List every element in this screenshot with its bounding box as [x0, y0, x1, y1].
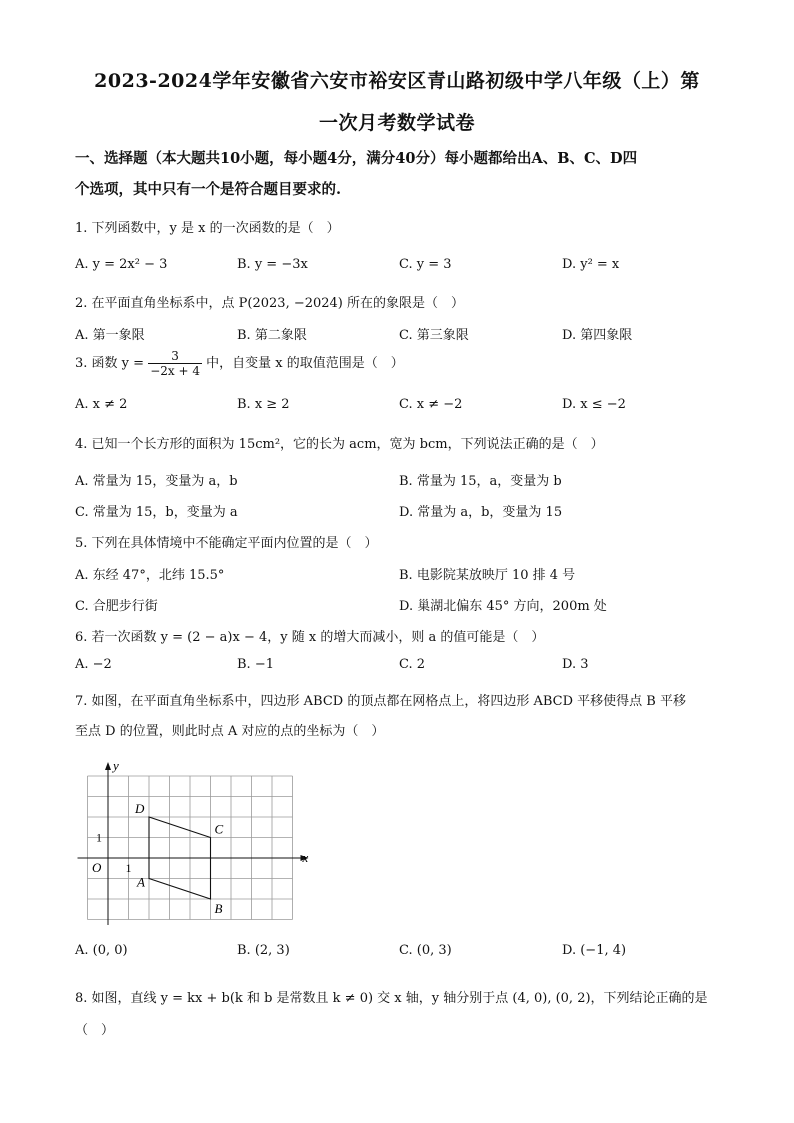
question-5-option-d: D. 巢湖北偏东 45° 方向，200m 处: [399, 599, 607, 614]
question-3-option-d: D. x ≤ −2: [562, 397, 626, 412]
question-6-stem: 6. 若一次函数 y = (2 − a)x − 4，y 随 x 的增大而减小，则 a 的值可能是（ ）: [75, 630, 545, 645]
x-axis-label: x: [302, 850, 309, 865]
question-3-option-b: B. x ≥ 2: [237, 397, 290, 412]
question-1-stem: 1. 下列函数中，y 是 x 的一次函数的是（ ）: [75, 221, 340, 236]
question-1-option-c: C. y = 3: [399, 257, 452, 272]
question-4-stem: 4. 已知一个长方形的面积为 15cm²，它的长为 acm，宽为 bcm，下列说法正确的是（ ）: [75, 437, 604, 452]
y-axis-arrow: [105, 762, 111, 770]
question-7-option-a: A. (0, 0): [75, 943, 128, 958]
y-axis-label: y: [113, 758, 119, 773]
question-2-option-d: D. 第四象限: [562, 328, 633, 343]
question-6-option-c: C. 2: [399, 657, 426, 672]
question-1-option-d: D. y² = x: [562, 257, 620, 272]
paper-title-line1: 2023-2024学年安徽省六安市裕安区青山路初级中学八年级（上）第: [94, 70, 700, 92]
question-3-stem-suffix: 中，自变量 x 的取值范围是（ ）: [206, 356, 404, 371]
question-1-option-b: B. y = −3x: [237, 257, 308, 272]
question-4-option-d: D. 常量为 a，b，变量为 15: [399, 505, 563, 520]
question-7-stem-line2: 至点 D 的位置，则此时点 A 对应的点的坐标为（ ）: [75, 724, 385, 739]
question-1-option-a: A. y = 2x² − 3: [75, 257, 168, 272]
question-2-option-c: C. 第三象限: [399, 328, 469, 343]
question-8-stem-line1: 8. 如图，直线 y = kx + b(k 和 b 是常数且 k ≠ 0) 交 x 轴，y 轴分别于点 (4, 0), (0, 2)，下列结论正确的是: [75, 991, 708, 1006]
question-2-stem: 2. 在平面直角坐标系中，点 P(2023, −2024) 所在的象限是（ ）: [75, 296, 465, 311]
question-7-stem-line1: 7. 如图，在平面直角坐标系中，四边形 ABCD 的顶点都在网格点上，将四边形 ABCD 平移使得点 B 平移: [75, 694, 686, 709]
question-3-fraction-numerator: 3: [148, 349, 202, 364]
question-7-option-d: D. (−1, 4): [562, 943, 627, 958]
question-6-option-b: B. −1: [237, 657, 274, 672]
question-7-option-c: C. (0, 3): [399, 943, 452, 958]
question-2-option-b: B. 第二象限: [237, 328, 307, 343]
origin-label: O: [92, 860, 102, 875]
question-4-option-b: B. 常量为 15，a，变量为 b: [399, 474, 562, 489]
y-tick-label: 1: [96, 830, 102, 845]
question-3-option-a: A. x ≠ 2: [75, 397, 128, 412]
question-5-option-b: B. 电影院某放映厅 10 排 4 号: [399, 568, 576, 583]
section-heading-line1: 一、选择题（本大题共10小题，每小题4分，满分40分）每小题都给出A、B、C、D四: [75, 150, 638, 167]
question-8-stem-line2: （ ）: [75, 1023, 115, 1038]
question-2-option-a: A. 第一象限: [75, 328, 145, 343]
section-heading-line2: 个选项，其中只有一个是符合题目要求的.: [75, 181, 342, 198]
paper-title-line2: 一次月考数学试卷: [318, 112, 475, 134]
question-5-stem: 5. 下列在具体情境中不能确定平面内位置的是（ ）: [75, 536, 378, 551]
question-3-stem-prefix: 3. 函数 y =: [75, 356, 145, 371]
coordinate-grid-figure: [72, 745, 312, 925]
question-3-fraction-denominator: −2x + 4: [150, 364, 200, 378]
question-3-fraction: [148, 349, 202, 378]
question-3-option-c: C. x ≠ −2: [399, 397, 463, 412]
question-5-option-c: C. 合肥步行街: [75, 599, 158, 614]
question-6-option-d: D. 3: [562, 657, 589, 672]
question-7-option-b: B. (2, 3): [237, 943, 290, 958]
point-label-b: B: [214, 901, 223, 916]
x-tick-label: 1: [125, 861, 132, 875]
point-label-a: A: [137, 874, 145, 890]
point-label-d: D: [135, 801, 145, 816]
question-6-option-a: A. −2: [75, 657, 112, 672]
question-4-option-c: C. 常量为 15，b，变量为 a: [75, 505, 238, 520]
question-5-option-a: A. 东经 47°，北纬 15.5°: [75, 568, 225, 583]
question-4-option-a: A. 常量为 15，变量为 a，b: [75, 474, 238, 489]
point-label-c: C: [214, 821, 224, 837]
question-3-stem: [75, 349, 725, 378]
